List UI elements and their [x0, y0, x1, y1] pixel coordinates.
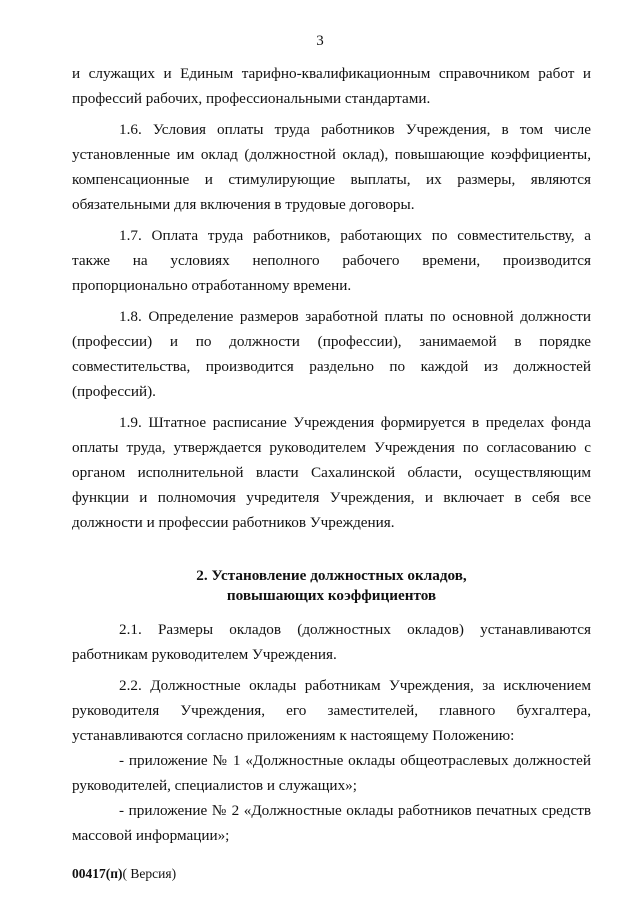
- paragraph-continuation: и служащих и Единым тарифно-квалификационным справочником работ и профессий рабочих, профессиональными стандартами.: [72, 65, 591, 107]
- paragraph-2-2: 2.2. Должностные оклады работникам Учреждения, за исключением руководителя Учреждения, его заместителей, главного бухгалтера, устанавливаются согласно приложениям к настоящему Положению:: [72, 677, 591, 744]
- section-2-heading: [72, 566, 591, 606]
- paragraph-1-9: 1.9. Штатное расписание Учреждения формируется в пределах фонда оплаты труда, утверждается руководителем Учреждения по согласованию с органом исполнительной власти Сахалинской области, осуществляющим функции и полномочия учредителя Учреждения, и включает в себя все должности и профессии работников Учреждения.: [72, 414, 591, 531]
- paragraph-1-8: 1.8. Определение размеров заработной платы по основной должности (профессии) и по должности (профессии), занимаемой в порядке совместительства, производится раздельно по каждой из должностей (профессий).: [72, 308, 591, 400]
- paragraph-1-6: 1.6. Условия оплаты труда работников Учреждения, в том числе установленные им оклад (должностной оклад), повышающие коэффициенты, компенсационные и стимулирующие выплаты, их размеры, являются обязательными для включения в трудовые договоры.: [72, 121, 591, 213]
- page-number: 3: [316, 33, 324, 49]
- section-2-text: [72, 617, 591, 848]
- document-code: 00417(п): [72, 866, 123, 881]
- section-1-text: [72, 61, 591, 535]
- list-item-appendix-1: - приложение № 1 «Должностные оклады общеотраслевых должностей руководителей, специалистов и служащих»;: [72, 752, 591, 794]
- paragraph-2-1: 2.1. Размеры окладов (должностных окладов) устанавливаются работникам руководителем Учреждения.: [72, 621, 591, 663]
- section-heading-line-2: повышающих коэффициентов: [226, 587, 437, 604]
- list-item-appendix-2: - приложение № 2 «Должностные оклады работников печатных средств массовой информации»;: [72, 802, 591, 844]
- document-footer: [72, 866, 176, 882]
- document-version-label: ( Версия): [122, 866, 177, 881]
- section-heading-line-1: 2. Установление должностных окладов,: [196, 567, 467, 584]
- section-heading: [72, 566, 591, 606]
- paragraph-1-7: 1.7. Оплата труда работников, работающих по совместительству, а также на условиях неполного рабочего времени, производится пропорционально отработанному времени.: [72, 227, 591, 294]
